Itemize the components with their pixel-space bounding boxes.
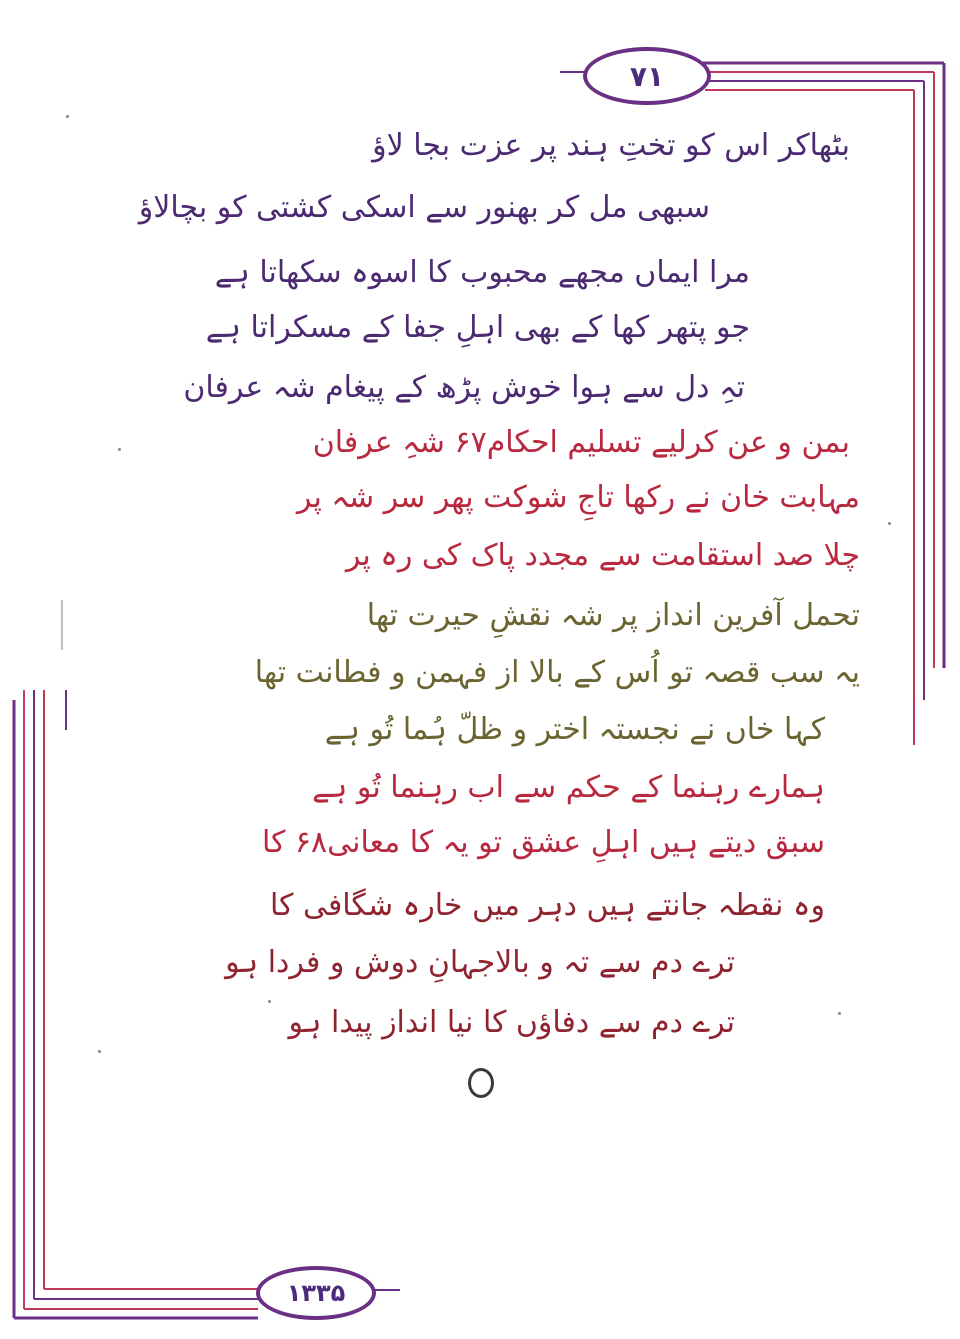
verse-line-11: کہا خاں نے نجستہ اختر و ظلّ ہُما تُو ہے xyxy=(324,712,825,747)
verse-line-12: ہمارے رہنما کے حکم سے اب رہنما تُو ہے xyxy=(312,770,825,805)
speck xyxy=(268,1000,271,1003)
verse-line-10: یہ سب قصہ تو اُس کے بالا از فہمن و فطانت تھا xyxy=(254,655,860,690)
verse-line-2: سبھی مل کر بھنور سے اسکی کشتی کو بچالاؤ xyxy=(138,190,710,225)
speck xyxy=(98,1050,101,1053)
page-number-top-text: ۷۱ xyxy=(629,59,665,93)
verse-line-5: تہِ دل سے ہوا خوش پڑھ کے پیغام شہ عرفان xyxy=(183,370,745,405)
verse-line-6: بمن و عن کرلیے تسلیم احکام۶۷ شہِ عرفان xyxy=(312,425,850,460)
speck xyxy=(838,1012,841,1015)
verse-line-4: جو پتھر کھا کے بھی اہلِ جفا کے مسکراتا ہے xyxy=(205,310,750,345)
verse-line-13: سبق دیتے ہیں اہلِ عشق تو یہ کا معانی۶۸ کا xyxy=(261,825,825,860)
verse-line-14: وہ نقطہ جانتے ہیں دہر میں خارہ شگافی کا xyxy=(269,888,825,923)
verse-line-7: مہابت خان نے رکھا تاجِ شوکت پھر سر شہ پر xyxy=(296,480,860,515)
verse-line-16: ترے دم سے دفاؤں کا نیا انداز پیدا ہو xyxy=(288,1005,735,1040)
page-number-bottom-text: ۱۳۳۵ xyxy=(286,1279,346,1307)
speck xyxy=(888,522,891,525)
speck xyxy=(66,115,69,118)
verse-line-9: تحمل آفرین انداز پر شہ نقشِ حیرت تھا xyxy=(366,598,860,633)
verse-line-8: چلا صد استقامت سے مجدد پاک کی رہ پر xyxy=(345,538,860,573)
end-marker-circle xyxy=(468,1068,494,1098)
verse-line-15: ترے دم سے تہ و بالاجہانِ دوش و فردا ہو xyxy=(225,945,735,980)
verse-line-1: بٹھاکر اس کو تختِ ہند پر عزت بجا لاؤ xyxy=(372,128,850,163)
page-number-bottom xyxy=(256,1266,376,1320)
frame-right-lines xyxy=(914,63,944,745)
frame-left-lines xyxy=(14,600,66,1318)
page-number-top xyxy=(583,47,711,105)
speck xyxy=(118,448,121,451)
verse-line-3: مرا ایماں مجھے محبوب کا اسوہ سکھاتا ہے xyxy=(214,255,750,290)
